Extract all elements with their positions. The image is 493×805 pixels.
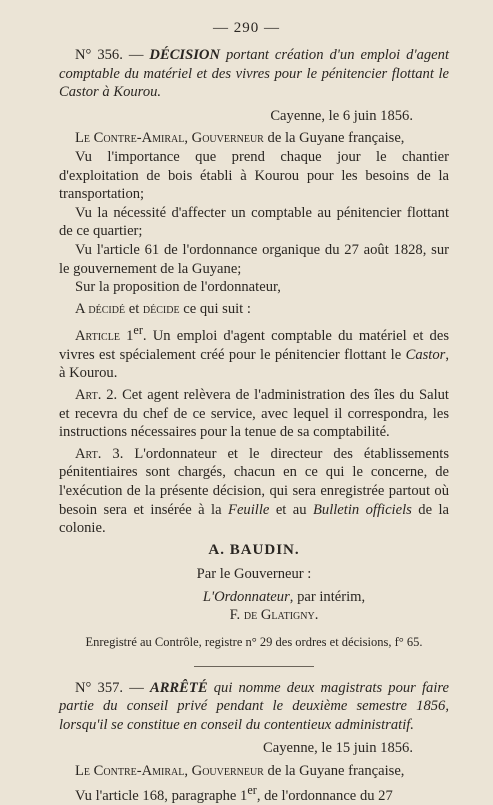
signature-baudin: A. BAUDIN.	[208, 541, 300, 558]
page-body	[59, 46, 449, 805]
decision-356-vessel: le Castor	[59, 65, 449, 101]
decision-356-title: portant création d'un emploi d'agent comptable du matériel et des vivres pour le pénitencier flottant	[59, 47, 449, 82]
section-divider	[194, 666, 314, 667]
decision-356-number: N° 356. —	[75, 47, 144, 63]
decision-356-date: Cayenne, le 6 juin 1856.	[270, 107, 413, 124]
page-number: — 290 —	[213, 20, 280, 36]
considerant-3: Vu l'article 61 de l'ordonnance organique du 27 août 1828, sur le gouvernement de la Guyane;	[59, 241, 449, 277]
article-3: Art. 3. L'ordonnateur et le directeur des établissements pénitentiaires sont chargés, chacun en ce qui le concerne, de l'exécution de la présente décision, qui sera enregistrée partout où besoin sera et insérée à la Feuille et au Bulletin officiels de la colonie.	[59, 445, 450, 537]
registration-line: Enregistré au Contrôle, registre n° 29 des ordres et décisions, f° 65.	[85, 635, 423, 650]
par-le-gouverneur: Par le Gouverneur :	[196, 566, 312, 583]
article-2: Art. 2. Cet agent relèvera de l'administration des îles du Salut et recevra du chef de ce service, avec lequel il correspondra, les instructions nécessaires pour la tenue de sa comptabilité.	[59, 386, 449, 441]
arrete-357-issuer: Le Contre-Amiral, Gouverneur de la Guyane française,	[75, 763, 405, 780]
decision-356-issuer: Le Contre-Amiral, Gouverneur de la Guyane française,	[75, 130, 405, 147]
arrete-357-title: qui nomme deux magistrats pour faire partie du conseil privé pendant le deuxième semestre 1856, lorsqu'il se constitue en conseil du contentieux administratif.	[59, 679, 450, 733]
arrete-357-kind: ARRÊTÉ	[149, 679, 208, 696]
decision-356-place: à Kourou.	[102, 84, 162, 101]
article-1: Article 1er. Un emploi d'agent comptable du matériel et des vivres est spécialement créé pour le pénitencier flottant le Castor, à Kourou.	[59, 323, 450, 382]
decision-356-heading	[59, 46, 449, 102]
considerant-4: Sur la proposition de l'ordonnateur,	[75, 279, 281, 296]
considerant-1: Vu l'importance que prend chaque jour le chantier d'exploitation de bois établi à Kourou pour les besoins de la transportation;	[59, 148, 449, 203]
decision-356-kind: DÉCISION	[149, 47, 220, 63]
considerant-2: Vu la nécessité d'affecter un comptable au pénitencier flottant de ce quartier;	[59, 204, 449, 240]
arrete-357-heading	[59, 679, 449, 735]
ordonnateur-line: L'Ordonnateur, par intérim,	[202, 588, 366, 605]
arrete-357-date: Cayenne, le 15 juin 1856.	[263, 740, 413, 757]
arrete-357-number: N° 357. —	[75, 679, 144, 696]
arrete-357-vu: Vu l'article 168, paragraphe 1er, de l'ordonnance du 27	[75, 782, 393, 804]
ordonnateur-name: F. de Glatigny.	[229, 607, 319, 624]
decision-356-decide: A décidé et décide ce qui suit :	[75, 300, 251, 317]
